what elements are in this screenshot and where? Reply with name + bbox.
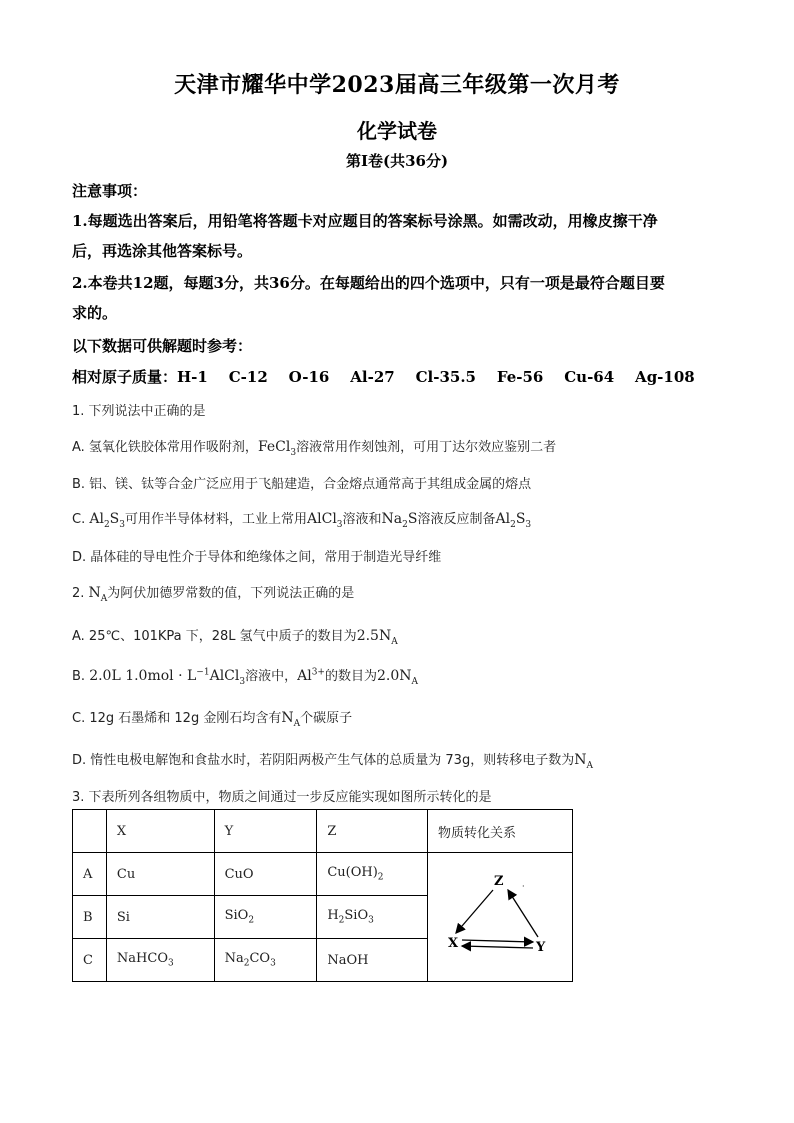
- cell-y: SiO$_2$: [214, 896, 317, 939]
- reference-heading: 以下数据可供解题时参考：: [72, 337, 253, 355]
- cell-y: $Na_2CO_3$: [214, 939, 317, 982]
- row-label: C: [73, 939, 107, 982]
- header-cell: [73, 810, 107, 853]
- conversion-diagram: [430, 855, 570, 975]
- atomic-mass-line: 相对原子质量：H-1 C-12 O-16 Al-27 Cl-35.5 Fe-56 Cu-64 Ag-108: [72, 368, 695, 386]
- notes-item1-line2: 后，再选涂其他答案标号。: [72, 242, 253, 260]
- arrow-z-to-x: [456, 890, 493, 933]
- notes-heading: 注意事项：: [72, 182, 148, 200]
- notes-item2-line2: 求的。: [72, 304, 118, 322]
- q2-option-a: A. 25℃、101KPa 下，28L 氢气中质子的数目为$2.5N_A$: [72, 628, 398, 647]
- q2-option-d: D. 惰性电极电解饱和食盐水时，若阴阳两极产生气体的总质量为 73g，则转移电子数为$N_A$: [72, 752, 593, 771]
- arrow-y-to-z: [508, 890, 538, 937]
- diagram-dot: ·: [522, 882, 525, 891]
- header-cell: Z: [317, 810, 428, 853]
- header-cell: 物质转化关系: [428, 810, 573, 853]
- diagram-label-x: X: [448, 936, 459, 951]
- diagram-label-y: Y: [536, 940, 546, 955]
- cell-y: CuO: [214, 853, 317, 896]
- conversion-diagram-cell: [428, 853, 573, 982]
- q1-option-b: B. 铝、镁、钛等合金广泛应用于飞船建造，合金熔点通常高于其组成金属的熔点: [72, 477, 532, 492]
- cell-z: $H_2SiO_3$: [317, 896, 428, 939]
- q2-option-c: C. 12g 石墨烯和 12g 金刚石均含有$N_A$个碳原子: [72, 710, 353, 729]
- q3-table: [72, 809, 573, 982]
- cell-z: NaOH: [317, 939, 428, 982]
- q1-stem: 1. 下列说法中正确的是: [72, 404, 206, 419]
- notes-item1-line1: 1.每题选出答案后，用铅笔将答题卡对应题目的答案标号涂黑。如需改动，用橡皮擦干净: [72, 212, 658, 230]
- subject-title: 化学试卷: [357, 119, 437, 143]
- q1-option-d: D. 晶体硅的导电性介于导体和绝缘体之间，常用于制造光导纤维: [72, 550, 442, 565]
- q3-stem: 3. 下表所列各组物质中，物质之间通过一步反应能实现如图所示转化的是: [72, 790, 492, 805]
- cell-x: Si: [106, 896, 214, 939]
- q1-option-a: A. 氢氧化铁胶体常用作吸附剂，FeCl$_3$溶液常用作刻蚀剂，可用丁达尔效应鉴别二者: [72, 439, 557, 458]
- row-label: A: [73, 853, 107, 896]
- table-header-row: [73, 810, 573, 853]
- header-cell: X: [106, 810, 214, 853]
- exam-title: 天津市耀华中学2023届高三年级第一次月考: [174, 72, 620, 98]
- header-cell: Y: [214, 810, 317, 853]
- cell-x: Cu: [106, 853, 214, 896]
- cell-x: NaHCO$_3$: [106, 939, 214, 982]
- cell-z: $Cu(OH)_2$: [317, 853, 428, 896]
- q1-option-c: C. $Al_2S_3$可用作半导体材料，工业上常用AlCl$_3$溶液和$Na_2S$溶液反应制备$Al_2S_3$: [72, 511, 532, 530]
- q2-option-b: B. 2.0L $1.0mol \cdot L^{-1}AlCl_3$溶液中，$Al^{3+}$的数目为$2.0N_A$: [72, 667, 419, 687]
- q2-stem: 2. $N_A$为阿伏加德罗常数的值，下列说法正确的是: [72, 585, 355, 604]
- arrow-y-to-x: [462, 946, 533, 948]
- arrow-x-to-y: [462, 940, 533, 942]
- diagram-label-z: Z: [494, 874, 504, 889]
- notes-item2-line1: 2.本卷共12题，每题3分，共36分。在每题给出的四个选项中，只有一项是最符合题目要: [72, 274, 665, 292]
- table-row: [73, 853, 573, 896]
- section-title: 第Ⅰ卷(共36分): [345, 152, 449, 170]
- row-label: B: [73, 896, 107, 939]
